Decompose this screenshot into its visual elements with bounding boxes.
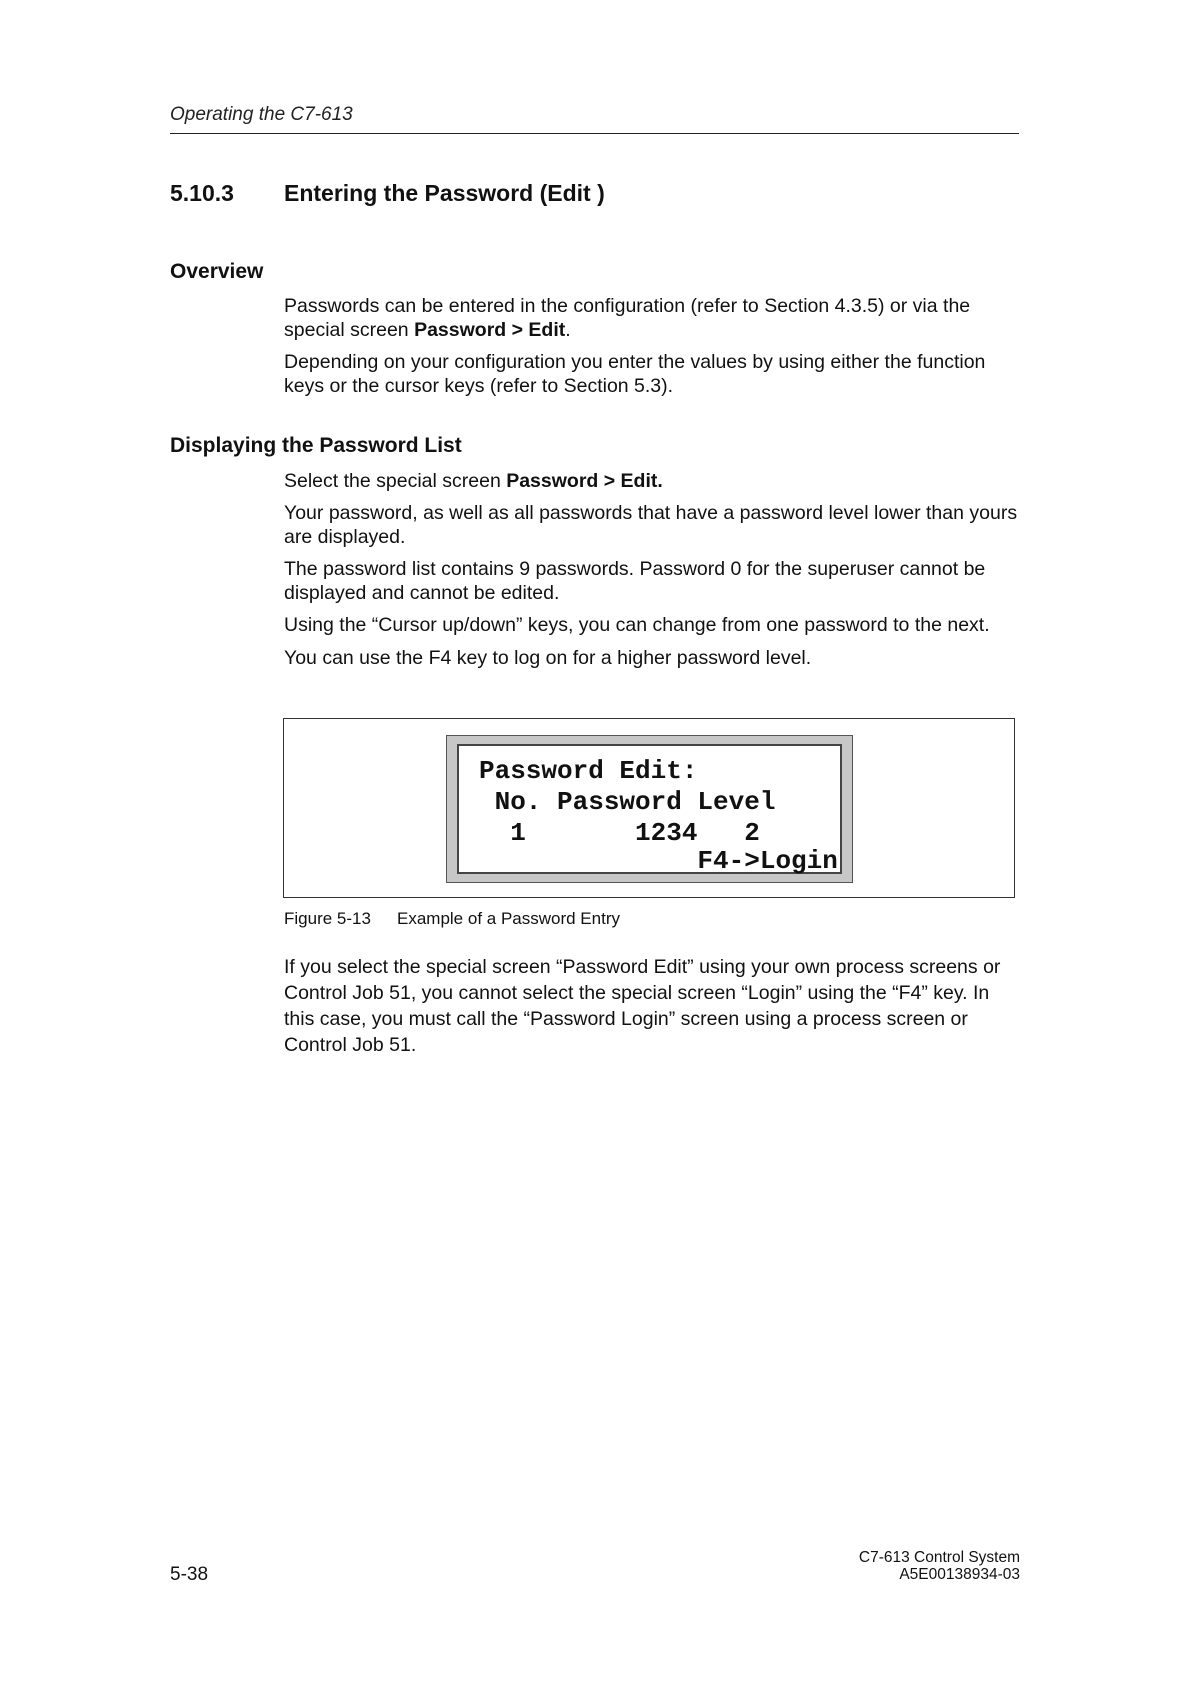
section-title: Entering the Password (Edit ) — [284, 180, 605, 206]
footer-doc-number: A5E00138934-03 — [899, 1566, 1020, 1583]
display-list-paragraph-3: The password list contains 9 passwords. Password 0 for the superuser cannot be displayed and cannot be edited. — [284, 558, 986, 604]
overview-paragraph-1 — [284, 294, 1020, 342]
lcd-line-1: Password Edit: — [479, 756, 698, 786]
lcd-line-4: F4->Login — [479, 846, 838, 876]
display-list-paragraph-2: Your password, as well as all passwords that have a password level lower than yours are displayed. — [284, 502, 1018, 548]
overview-p1-bold: Password > Edit — [414, 319, 566, 341]
overview-p1-text: Passwords can be entered in the configuration (refer to Section 4.3.5) or via the special screen — [284, 295, 971, 341]
closing-paragraph: If you select the special screen “Password Edit” using your own process screens or Control Job 51, you cannot select the special screen “Login” using the “F4” key. In this case, you must call the “Password Login” screen using a process screen or Control Job 51. — [284, 956, 1001, 1056]
display-list-paragraph-5: You can use the F4 key to log on for a higher password level. — [284, 647, 812, 669]
lcd-display-screen — [457, 744, 842, 874]
display-p1-text: Select the special screen — [284, 470, 507, 492]
figure-caption-text: Example of a Password Entry — [397, 909, 620, 928]
display-list-paragraph-1 — [284, 469, 1020, 493]
page-number: 5-38 — [170, 1564, 209, 1585]
overview-heading: Overview — [170, 260, 264, 283]
running-header: Operating the C7-613 — [170, 104, 353, 125]
section-number: 5.10.3 — [170, 180, 234, 206]
footer-doc-info — [800, 1549, 1020, 1583]
lcd-line-2: No. Password Level — [479, 787, 776, 817]
footer-product: C7-613 Control System — [858, 1549, 1020, 1566]
display-list-paragraph-4: Using the “Cursor up/down” keys, you can change from one password to the next. — [284, 614, 990, 636]
display-p1-bold: Password > Edit. — [506, 470, 663, 492]
display-list-heading: Displaying the Password List — [170, 434, 462, 457]
header-rule — [170, 133, 1019, 134]
figure-caption-number: Figure 5-13 — [284, 909, 371, 928]
overview-p1-end: . — [565, 319, 571, 341]
lcd-line-3: 1 1234 2 — [479, 818, 760, 848]
lcd-display-bezel — [446, 735, 853, 883]
overview-paragraph-2: Depending on your configuration you enter the values by using either the function keys or the cursor keys (refer to Section 5.3). — [284, 351, 986, 397]
